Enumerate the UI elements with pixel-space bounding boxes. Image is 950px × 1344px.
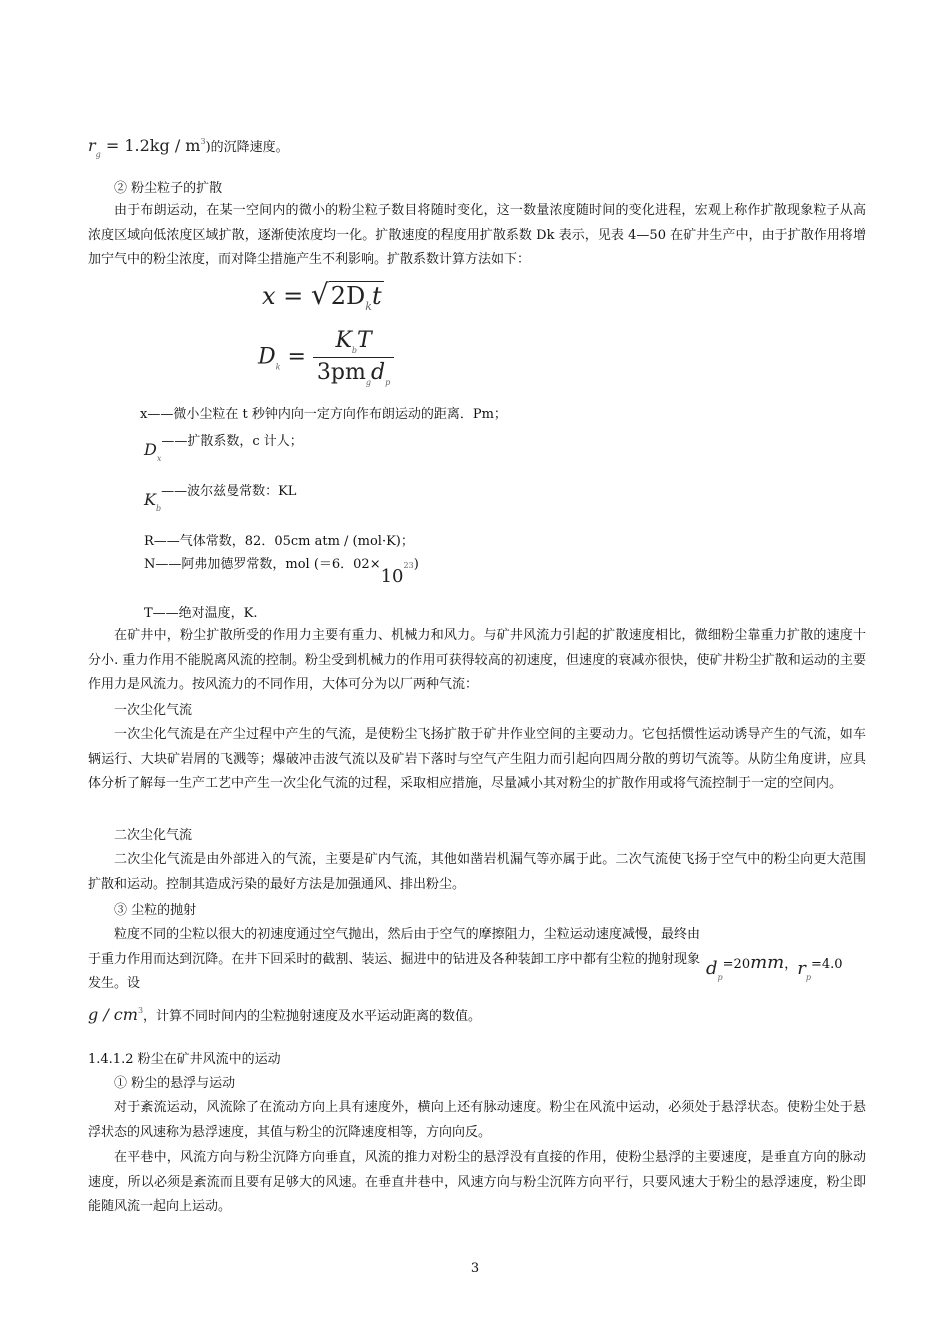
definition-kb: $K_b——$波尔兹曼常数：KL [144,484,297,513]
formula-dk: $D_k$ = $\frac{K_bT}{3pm_gd_p}$ [258,328,394,387]
paragraph-diffusion: 由于布朗运动，在某一空间内的微小的粉尘粒子数目将随时变化，这一数量浓度随时间的变化进程，宏观上称作扩散现象粒子从高浓度区域向低浓度区域扩散，逐渐使浓度均一化。扩散速度的程度用扩散系数 Dk 表示，见表 4—50 在矿井生产中，由于扩散作用将增加宁气中的粉尘浓度，而对降尘措施产生不利影响。扩散系数计算方法如下： [88,203,866,267]
heading-projection: ③ 尘粒的抛射 [114,903,197,918]
heading-secondary-flow: 二次尘化气流 [114,828,193,843]
settling-speed-text: )的沉降速度。 [205,140,289,155]
paragraph-projection: 粒度不同的尘粒以很大的初速度通过空气抛出，然后由于空气的摩擦阻力，尘粒运动速度减慢，最终由于重力作用而达到沉降。在井下回采时的截割、装运、掘进中的钻进及各种装卸工序中都有尘粒的抛射现象发生。设 [88,927,700,991]
projection-params: $d_p=20mm$，$r_p=4.0$ [706,952,843,982]
definition-r: R——气体常数，82．05cm atm / (mol·K)； [144,534,414,549]
paragraph-forces: 在矿井中，粉尘扩散所受的作用力主要有重力、机械力和风力。与矿井风流力引起的扩散速度相比，微细粉尘靠重力扩散的速度十分小. 重力作用不能脱离风流的控制。粉尘受到机械力的作用可获得较高的初速度，但速度的衰减亦很快，使矿井粉尘扩散和运动的主要作用力是风流力。按风流力的不同作用，大体可分为以厂两种气流： [88,628,866,692]
formula-x: $x = √2D_kt$ [262,278,382,313]
heading-diffusion: ② 粉尘粒子的扩散 [114,181,223,196]
definition-x: x——微小尘粒在 t 秒钟内向一定方向作布朗运动的距离．Pm； [140,407,507,422]
paragraph-turbulent: 对于紊流运动，风流除了在流动方向上具有速度外，横向上还有脉动速度。粉尘在风流中运动，必须处于悬浮状态。使粉尘处于悬浮状态的风速称为悬浮速度，其值与粉尘的沉降速度相等，方向向反。 [88,1100,866,1140]
definition-dx: $D_x——$扩散系数，c 计人； [144,434,303,463]
paragraph-roadway: 在平巷中，风流方向与粉尘沉降方向垂直，风流的推力对粉尘的悬浮没有直接的作用，使粉尘悬浮的主要速度，是垂直方向的脉动速度，所以必须是紊流而且要有足够大的风速。在垂直井巷中，风速方向与粉尘沉阵方向平行，只要风速大于粉尘的悬浮速度，粉尘即能随风流一起向上运动。 [88,1150,866,1214]
paragraph-secondary-flow: 二次尘化气流是由外部进入的气流，主要是矿内气流，其他如凿岩机漏气等亦属于此。二次气流使飞扬于空气中的粉尘向更大范围扩散和运动。控制其造成污染的最好方法是加强通风、排出粉尘。 [88,852,866,892]
paragraph-primary-flow: 一次尘化气流是在产尘过程中产生的气流，是使粉尘飞扬扩散于矿井作业空间的主要动力。它包括惯性运动诱导产生的气流，如车辆运行、大块矿岩屑的飞溅等；爆破冲击波气流以及矿岩下落时与空气产生阻力而引起向四周分散的剪切气流等。从防尘角度讲，应具体分析了解每一生产工艺中产生一次尘化气流的过程，采取相应措施，尽量减小其对粉尘的扩散作用或将气流控制于一定的空间内。 [88,727,866,791]
section-heading: 1.4.1.2 粉尘在矿井风流中的运动 [88,1052,281,1067]
heading-primary-flow: 一次尘化气流 [114,703,193,718]
page-number: 3 [470,1261,480,1276]
settling-speed-line [88,136,289,159]
definition-t: T——绝对温度，K. [144,606,258,621]
definition-n: N——阿弗加德罗常数，mol (＝6．02×1023) [144,557,419,587]
formula-rg: $r_g = 1.2kg / m^3$ [88,136,206,159]
heading-suspension: ① 粉尘的悬浮与运动 [114,1076,236,1091]
projection-unit-line: g / $cm^3$，计算不同时间内的尘粒抛射速度及水平运动距离的数值。 [88,1005,482,1024]
